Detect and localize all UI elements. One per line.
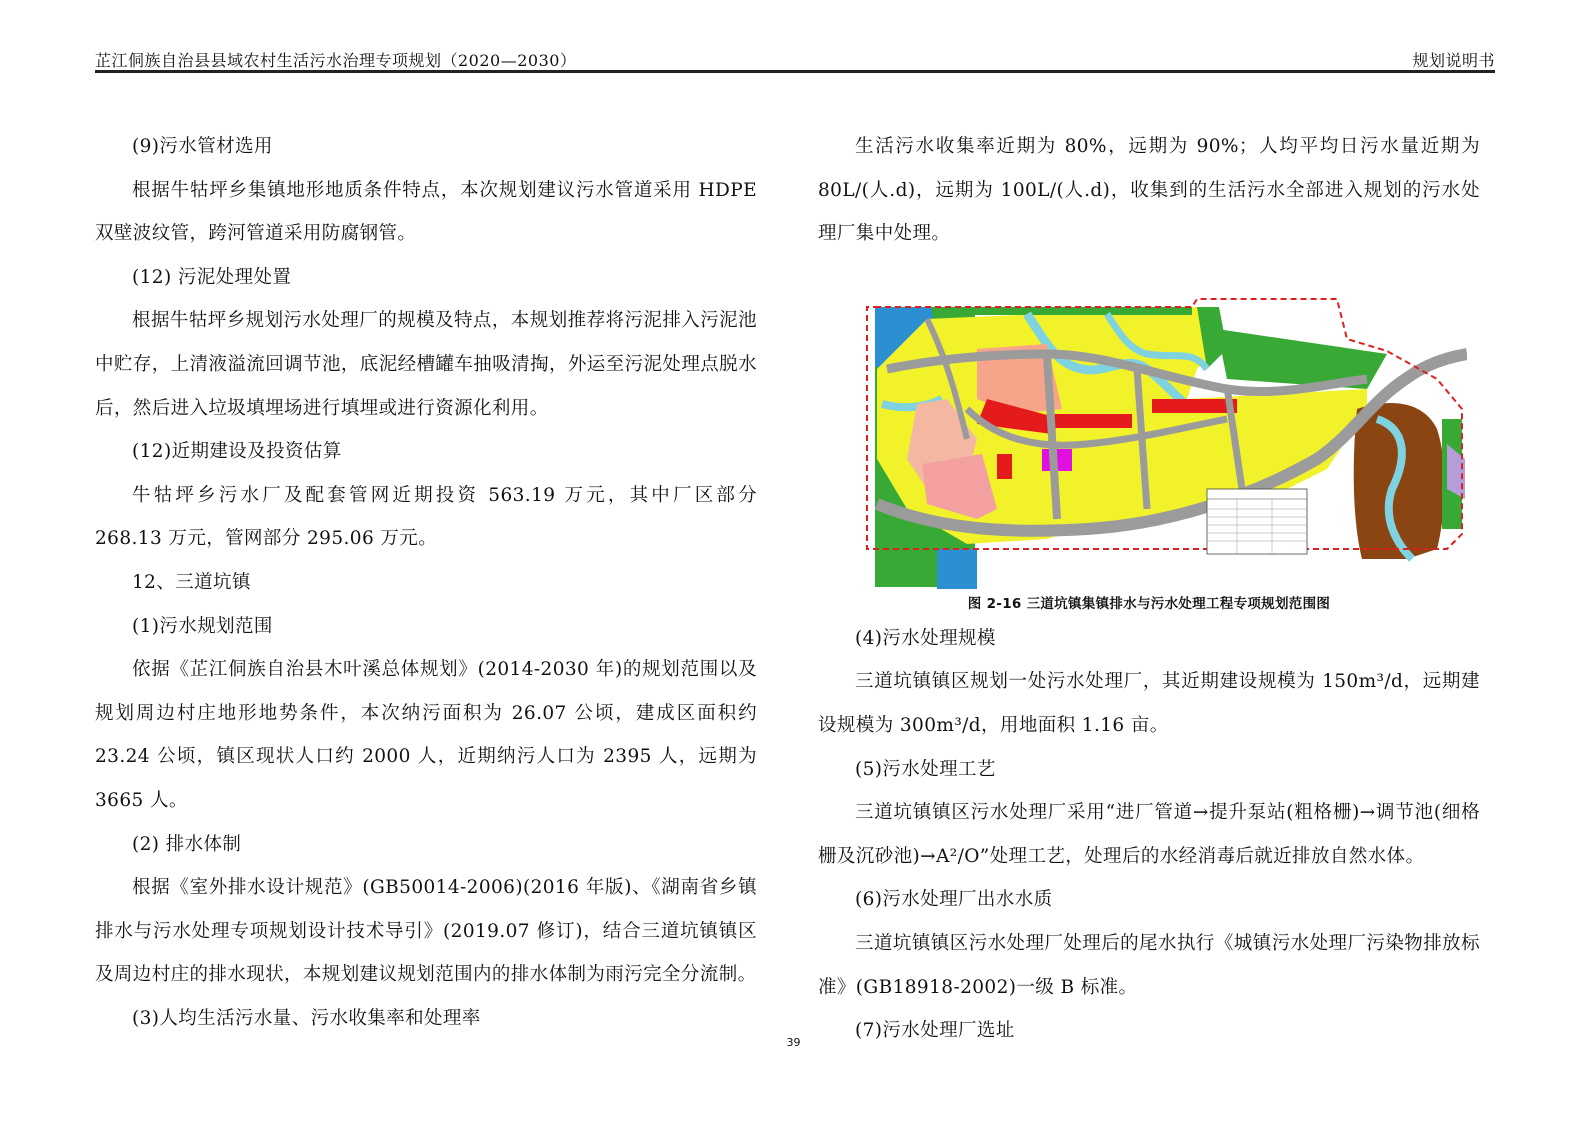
right-column bbox=[818, 125, 1480, 1053]
paragraph: 根据牛牯坪乡规划污水处理厂的规模及特点，本规划推荐将污泥排入污泥池中贮存，上清液溢流回调节池，底泥经槽罐车抽吸清掏，外运至污泥处理点脱水后，然后进入垃圾填埋场进行填埋或进行资源化利用。 bbox=[95, 310, 757, 419]
paragraph: 根据牛牯坪乡集镇地形地质条件特点，本次规划建议污水管道采用 HDPE 双壁波纹管，跨河管道采用防腐钢管。 bbox=[95, 179, 757, 245]
paragraph: (12)近期建设及投资估算 bbox=[132, 441, 342, 463]
paragraph: (2) 排水体制 bbox=[132, 833, 242, 855]
paragraph: (9)污水管材选用 bbox=[132, 136, 273, 157]
paragraph: (4)污水处理规模 bbox=[855, 627, 996, 649]
paragraph: 12、三道坑镇 bbox=[132, 571, 251, 593]
paragraph: 根据《室外排水设计规范》(GB50014-2006)(2016 年版)、《湖南省乡镇排水与污水处理专项规划设计技术导引》(2019.07 修订)，结合三道坑镇镇区及周边村庄的排水现状，本规划建议规划范围内的排水体制为雨污完全分流制。 bbox=[95, 877, 757, 986]
paragraph: 三道坑镇镇区污水处理厂处理后的尾水执行《城镇污水处理厂污染物排放标准》(GB18918-2002)一级 B 标准。 bbox=[818, 932, 1480, 998]
document-title: 芷江侗族自治县县域农村生活污水治理专项规划（2020—2030） bbox=[95, 51, 577, 70]
paragraph: (1)污水规划范围 bbox=[132, 615, 273, 637]
paragraph: (6)污水处理厂出水水质 bbox=[855, 889, 1053, 911]
paragraph: (12) 污泥处理处置 bbox=[132, 266, 292, 288]
paragraph: 三道坑镇镇区污水处理厂采用“进厂管道→提升泵站(粗格栅)→调节池(细格栅及沉砂池)→A²/O”处理工艺，处理后的水经消毒后就近排放自然水体。 bbox=[818, 802, 1480, 867]
planning-map bbox=[847, 259, 1467, 589]
left-column bbox=[95, 125, 757, 1040]
paragraph: (7)污水处理厂选址 bbox=[855, 1020, 1015, 1042]
paragraph: 依据《芷江侗族自治县木叶溪总体规划》(2014-2030 年)的规划范围以及规划周边村庄地形地势条件，本次纳污面积为 26.07 公顷，建成区面积约 23.24 公顷，镇区现状人口约 2000 人，近期纳污人口为 2395 人，远期为 3665 人。 bbox=[95, 659, 757, 811]
page-header bbox=[95, 44, 1495, 73]
page-number: 39 bbox=[786, 1036, 801, 1049]
document-type: 规划说明书 bbox=[1412, 51, 1495, 70]
paragraph: (5)污水处理工艺 bbox=[855, 758, 996, 780]
paragraph: 三道坑镇镇区规划一处污水处理厂，其近期建设规模为 150m³/d，远期建设规模为 300m³/d，用地面积 1.16 亩。 bbox=[818, 671, 1480, 736]
figure-caption: 图 2-16 三道坑镇集镇排水与污水处理工程专项规划范围图 bbox=[967, 595, 1331, 612]
paragraph: 生活污水收集率近期为 80%，远期为 90%；人均平均日污水量近期为 80L/(人.d)，远期为 100L/(人.d)，收集到的生活污水全部进入规划的污水处理厂集中处理。 bbox=[818, 136, 1480, 245]
paragraph: 牛牯坪乡污水厂及配套管网近期投资 563.19 万元，其中厂区部分 268.13 万元，管网部分 295.06 万元。 bbox=[95, 484, 757, 550]
paragraph: (3)人均生活污水量、污水收集率和处理率 bbox=[132, 1007, 481, 1029]
planning-map-figure bbox=[847, 259, 1467, 589]
